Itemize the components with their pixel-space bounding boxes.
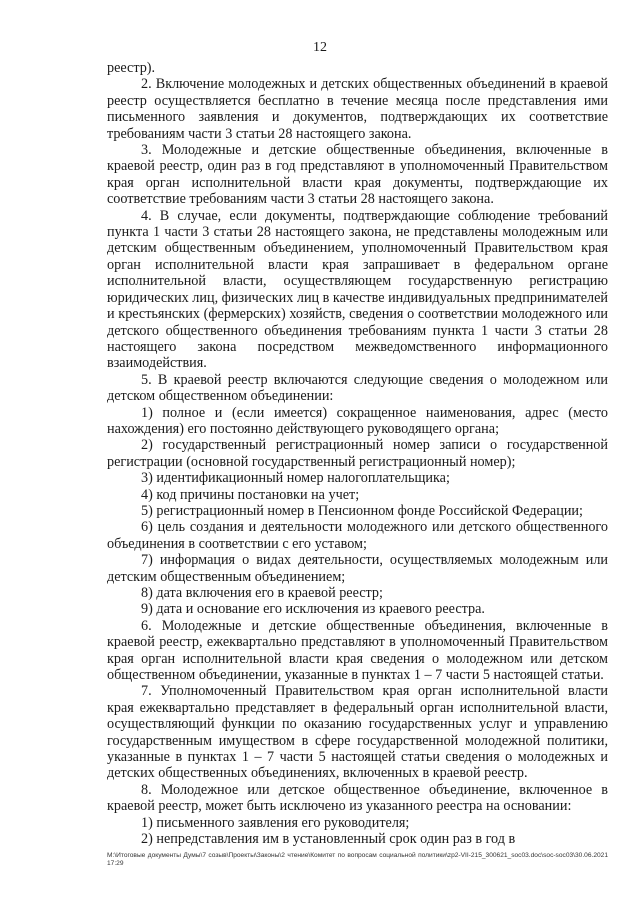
list-item-8-2: 2) непредставления им в установленный срок один раз в год в xyxy=(141,831,516,848)
paragraph-continuation: реестр). xyxy=(107,60,156,76)
list-item-5-1: 1) полное и (если имеется) сокращенное наименования, адрес (место нахождения) его постоянно действующего руководящего органа; xyxy=(107,404,608,437)
paragraph-3: 3. Молодежные и детские общественные объединения, включенные в краевой реестр, один раз в год представляют в уполномоченный Правительством края орган исполнительной власти края документы, подтверждающие их соответствие требованиям части 3 статьи 28 настоящего закона. xyxy=(107,142,608,208)
paragraph-6: 6. Молодежные и детские общественные объединения, включенные в краевой реестр, ежеквартально представляют в уполномоченный Правительством края орган исполнительной власти края сведения о молодежном или детском общественном объединении, указанные в пунктах 1 – 7 части 5 настоящей статьи. xyxy=(107,617,608,684)
list-item-5-3: 3) идентификационный номер налогоплательщика; xyxy=(141,470,450,487)
paragraph-2: 2. Включение молодежных и детских общественных объединений в краевой реестр осуществляется бесплатно в течение месяца после представления ими письменного заявления и документов, подтверждающих их соответствие требованиям части 3 статьи 28 настоящего закона. xyxy=(107,76,608,142)
list-item-5-5: 5) регистрационный номер в Пенсионном фонде Российской Федерации; xyxy=(141,502,583,519)
paragraph-7: 7. Уполномоченный Правительством края орган исполнительной власти края ежеквартально представляет в федеральный орган исполнительной власти, осуществляющий функции по оказанию государственных услуг и управлению государственным имуществом в сфере государственной молодежной политики, указанные в пунктах 1 – 7 части 5 настоящей статьи сведения о молодежных и детских общественных объединениях, включенных в краевой реестр. xyxy=(107,683,608,782)
list-item-5-2: 2) государственный регистрационный номер записи о государственной регистрации (основной государственный регистрационный номер); xyxy=(107,437,608,470)
paragraph-8: 8. Молодежное или детское общественное объединение, включенное в краевой реестр, может быть исключено из указанного реестра на основании: xyxy=(107,781,608,815)
paragraph-4: 4. В случае, если документы, подтверждающие соблюдение требований пункта 1 части 3 статьи 28 настоящего закона, не представлены молодежным или детским общественным объединением, уполномоченный Правительством края орган исполнительной власти края запрашивает в федеральном органе исполнительной власти, осуществляющем государственную регистрацию юридических лиц, физических лиц в качестве индивидуальных предпринимателей и крестьянских (фермерских) хозяйств, сведения о соответствии молодежного или детского общественного объединения требованиям пункта 1 части 3 статьи 28 настоящего закона посредством межведомственного информационного взаимодействия. xyxy=(107,207,608,372)
paragraph-5: 5. В краевой реестр включаются следующие сведения о молодежном или детском общественном объединении: xyxy=(107,371,608,405)
list-item-5-8: 8) дата включения его в краевой реестр; xyxy=(141,585,383,601)
list-item-5-4: 4) код причины постановки на учет; xyxy=(141,486,360,503)
footer-file-path: M:\Итоговые документы Думы\7 созыв\Проекты\Законы\2 чтение\Комитет по вопросам социальной политики\zp2-VII-215_300621_soc03.doc\soc-soc03\30.06.2021 17:29 xyxy=(107,852,608,867)
page-number: 12 xyxy=(313,40,327,55)
list-item-5-7: 7) информация о видах деятельности, осуществляемых молодежным или детским общественным объединением; xyxy=(107,552,608,585)
list-item-8-1: 1) письменного заявления его руководителя; xyxy=(141,814,410,831)
list-item-5-9: 9) дата и основание его исключения из краевого реестра. xyxy=(141,601,485,618)
list-item-5-6: 6) цель создания и деятельности молодежного или детского общественного объединения в соответствии с его уставом; xyxy=(107,519,608,552)
document-body xyxy=(107,60,608,848)
